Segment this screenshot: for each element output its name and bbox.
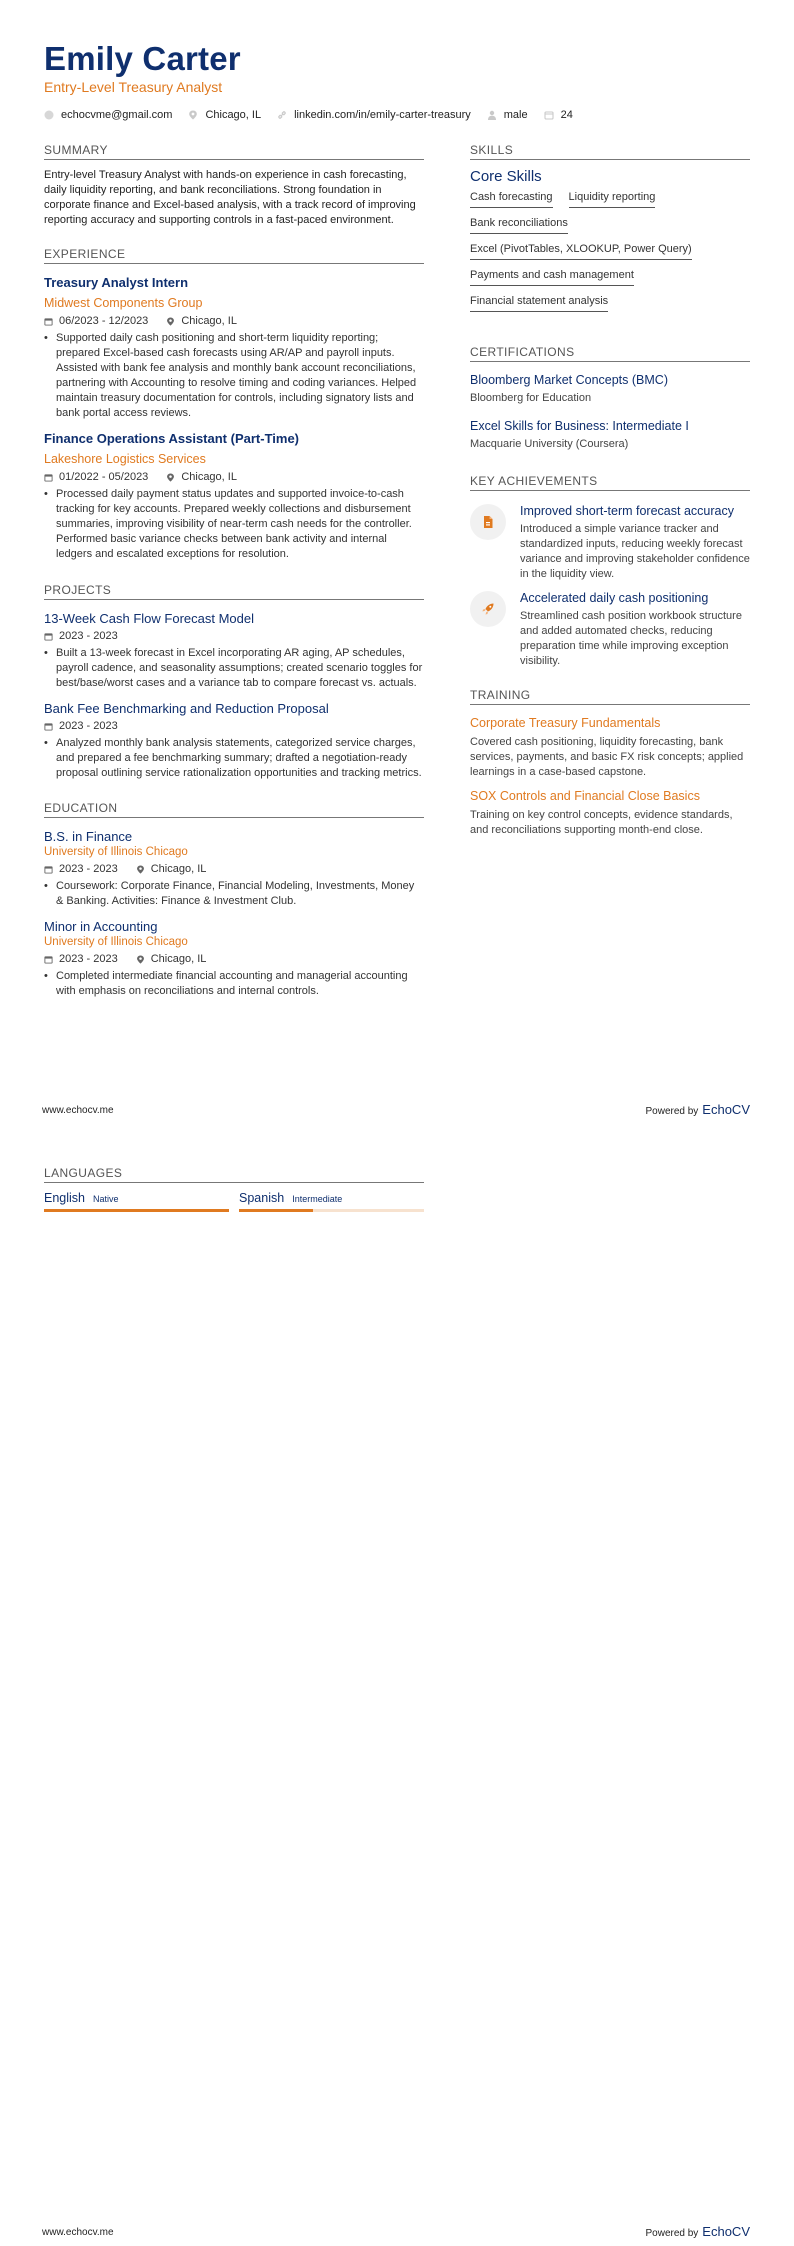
training-title: SOX Controls and Financial Close Basics: [470, 789, 700, 803]
achievements-section: [470, 474, 750, 669]
location-icon: [166, 317, 175, 326]
projects-section: [44, 583, 424, 781]
certification-item: [470, 372, 750, 406]
job-location: Chicago, IL: [181, 471, 237, 483]
project-bullet: • Built a 13-week forecast in Excel incorporating AR aging, AP schedules, payroll cadence, and seasonality assumptions; created scenario toggles for best/base/worst cases and a variance tab to compare forecast vs. actuals.: [44, 646, 424, 691]
skill-tag: Excel (PivotTables, XLOOKUP, Power Query): [470, 243, 692, 260]
link-icon: [277, 110, 287, 120]
skills-list: [470, 191, 750, 321]
skills-heading: SKILLS: [470, 143, 750, 160]
calendar-icon: [44, 632, 53, 641]
calendar-icon: [44, 473, 53, 482]
language-bar: [44, 1209, 229, 1212]
skill-tag: Liquidity reporting: [569, 191, 656, 208]
project-item: [44, 700, 424, 781]
footer-site-link[interactable]: www.echocv.me: [42, 2227, 114, 2238]
job-meta: [44, 315, 424, 327]
location-icon: [166, 473, 175, 482]
footer-site-link[interactable]: www.echocv.me: [42, 1105, 114, 1116]
languages-section: [44, 1166, 424, 1212]
training-desc: Covered cash positioning, liquidity forecasting, bank services, payments, and basic FX risk concepts; applied learnings in a case-based capstone.: [470, 736, 744, 778]
job-bullet: • Supported daily cash positioning and short-term liquidity reporting; prepared Excel-based cash forecasts using AR/AP and payroll inputs. Assisted with bank fee analysis and monthly bank account reconciliations, partnering with Accounting to resolve timing and coding variances. Helped maintain treasury documentation for controls, including signatory lists and bank portal access reviews.: [44, 331, 424, 421]
project-title: 13-Week Cash Flow Forecast Model: [44, 611, 255, 626]
contact-linkedin[interactable]: [277, 109, 471, 121]
languages-list: [44, 1191, 424, 1212]
person-icon: [487, 110, 497, 120]
education-meta: [44, 863, 424, 875]
projects-heading: PROJECTS: [44, 583, 424, 600]
certification-issuer: Bloomberg for Education: [470, 392, 592, 404]
language-bar-fill: [44, 1209, 229, 1212]
calendar-icon: [44, 955, 53, 964]
calendar-icon: [44, 865, 53, 874]
languages-heading: LANGUAGES: [44, 1166, 424, 1183]
contact-location: [188, 109, 261, 121]
education-item: [44, 828, 424, 909]
contact-bar: [44, 109, 589, 121]
achievement-title: Accelerated daily cash positioning: [520, 591, 709, 605]
candidate-role: Entry-Level Treasury Analyst: [44, 79, 223, 95]
achievement-desc: Introduced a simple variance tracker and standardized inputs, reducing weekly forecast variance and improving stakeholder confidence in the liquidity view.: [520, 523, 750, 580]
skill-tag: Bank reconciliations: [470, 217, 568, 234]
job-bullets: [44, 487, 424, 562]
education-dates: 2023 - 2023: [59, 953, 118, 965]
project-bullets: [44, 646, 424, 691]
training-title: Corporate Treasury Fundamentals: [470, 716, 661, 730]
school-name: University of Illinois Chicago: [44, 846, 188, 858]
training-heading: TRAINING: [470, 688, 750, 705]
contact-gender-text: male: [503, 109, 528, 121]
skill-tag: Financial statement analysis: [470, 295, 608, 312]
achievement-icon-wrap: [470, 591, 506, 627]
project-bullet: • Analyzed monthly bank analysis statements, categorized service charges, and prepared a fee benchmarking summary; drafted a negotiation-ready proposal outlining service rationalization opportunities and tracking metrics.: [44, 736, 424, 781]
education-bullet: • Completed intermediate financial accounting and managerial accounting with emphasis on reconciliations and internal controls.: [44, 969, 424, 999]
project-title: Bank Fee Benchmarking and Reduction Proposal: [44, 701, 329, 716]
footer-powered-by: [645, 1102, 750, 1117]
project-meta: [44, 720, 424, 732]
footer-powered-by: [645, 2224, 750, 2239]
certifications-heading: CERTIFICATIONS: [470, 345, 750, 362]
language-name: Spanish: [239, 1191, 285, 1205]
skills-section: [470, 143, 750, 321]
achievement-item: [470, 590, 750, 669]
project-dates: 2023 - 2023: [59, 720, 118, 732]
education-bullets: [44, 969, 424, 999]
education-meta: [44, 953, 424, 965]
certifications-section: [470, 345, 750, 452]
footer-brand: EchoCV: [702, 2224, 750, 2239]
project-bullets: [44, 736, 424, 781]
language-bar: [239, 1209, 424, 1212]
achievement-item: [470, 503, 750, 582]
achievement-title: Improved short-term forecast accuracy: [520, 504, 734, 518]
certification-issuer: Macquarie University (Coursera): [470, 438, 629, 450]
footer-powered-text: Powered by: [645, 1106, 699, 1117]
summary-text: Entry-level Treasury Analyst with hands-on experience in cash forecasting, daily liquidity reporting, and bank reconciliations. Strong foundation in corporate finance and Excel-based analysis, with a track record of improving reporting accuracy and supporting controls in a fast-paced environment.: [44, 169, 416, 226]
degree-title: Minor in Accounting: [44, 919, 158, 934]
achievements-heading: KEY ACHIEVEMENTS: [470, 474, 750, 491]
footer-brand: EchoCV: [702, 1102, 750, 1117]
experience-section: [44, 247, 424, 562]
achievement-desc: Streamlined cash position workbook structure and added automated checks, reducing preparation time while improving exception visibility.: [520, 610, 742, 667]
right-column: [470, 143, 750, 838]
language-name: English: [44, 1191, 85, 1205]
education-dates: 2023 - 2023: [59, 863, 118, 875]
job-title: Treasury Analyst Intern: [44, 275, 189, 290]
language-item: [44, 1191, 229, 1212]
job-dates: 01/2022 - 05/2023: [59, 471, 149, 483]
email-icon: [44, 110, 54, 120]
location-icon: [188, 110, 198, 120]
education-location: Chicago, IL: [150, 953, 207, 965]
candidate-name: Emily Carter: [44, 40, 241, 77]
job-dates: 06/2023 - 12/2023: [59, 315, 149, 327]
training-item: [470, 715, 750, 780]
job-meta: [44, 471, 424, 483]
achievement-icon-wrap: [470, 504, 506, 540]
language-level: Intermediate: [292, 1194, 343, 1204]
skill-tag: Payments and cash management: [470, 269, 634, 286]
language-item: [239, 1191, 424, 1212]
contact-email-text: echocvme@gmail.com: [61, 109, 173, 121]
certification-title: Excel Skills for Business: Intermediate I: [470, 419, 689, 433]
summary-heading: SUMMARY: [44, 143, 424, 160]
document-icon: [481, 515, 495, 529]
location-icon: [136, 865, 145, 874]
language-bar-fill: [239, 1209, 313, 1212]
contact-gender: [487, 109, 528, 121]
job-title: Finance Operations Assistant (Part-Time): [44, 431, 300, 446]
education-location: Chicago, IL: [150, 863, 207, 875]
training-section: [470, 688, 750, 838]
training-desc: Training on key control concepts, evidence standards, and reconciliations supporting month-end close.: [470, 809, 733, 836]
contact-age: [544, 109, 573, 121]
location-icon: [136, 955, 145, 964]
contact-age-text: 24: [560, 109, 573, 121]
footer-powered-text: Powered by: [645, 2228, 699, 2239]
certification-item: [470, 418, 750, 452]
job-location: Chicago, IL: [181, 315, 237, 327]
skill-tag: Cash forecasting: [470, 191, 553, 208]
experience-heading: EXPERIENCE: [44, 247, 424, 264]
school-name: University of Illinois Chicago: [44, 936, 188, 948]
education-bullets: [44, 879, 424, 909]
calendar-icon: [44, 317, 53, 326]
project-dates: 2023 - 2023: [59, 630, 118, 642]
education-heading: EDUCATION: [44, 801, 424, 818]
calendar-icon: [44, 722, 53, 731]
company-name: Midwest Components Group: [44, 296, 203, 310]
education-bullet: • Coursework: Corporate Finance, Financial Modeling, Investments, Money & Banking. Activities: Finance & Investment Club.: [44, 879, 424, 909]
training-item: [470, 788, 750, 838]
experience-item: [44, 430, 424, 562]
language-level: Native: [93, 1194, 119, 1204]
degree-title: B.S. in Finance: [44, 829, 133, 844]
education-item: [44, 918, 424, 999]
contact-location-text: Chicago, IL: [205, 109, 262, 121]
left-column: [44, 143, 424, 999]
project-meta: [44, 630, 424, 642]
summary-section: [44, 143, 424, 228]
job-bullets: [44, 331, 424, 421]
experience-item: [44, 274, 424, 421]
project-item: [44, 610, 424, 691]
contact-email[interactable]: [44, 109, 172, 121]
rocket-icon: [481, 602, 495, 616]
skills-group-title: Core Skills: [470, 168, 542, 185]
job-bullet: • Processed daily payment status updates and supported invoice-to-cash tracking for key accounts. Prepared weekly collections and disbursement summaries, improving visibility of near-term cash needs for the controller. Performed basic variance checks between bank activity and internal ledgers and escalated exceptions for resolution.: [44, 487, 424, 562]
calendar-icon: [544, 110, 554, 120]
contact-linkedin-text: linkedin.com/in/emily-carter-treasury: [294, 109, 471, 121]
company-name: Lakeshore Logistics Services: [44, 452, 206, 466]
education-section: [44, 801, 424, 999]
certification-title: Bloomberg Market Concepts (BMC): [470, 373, 668, 387]
